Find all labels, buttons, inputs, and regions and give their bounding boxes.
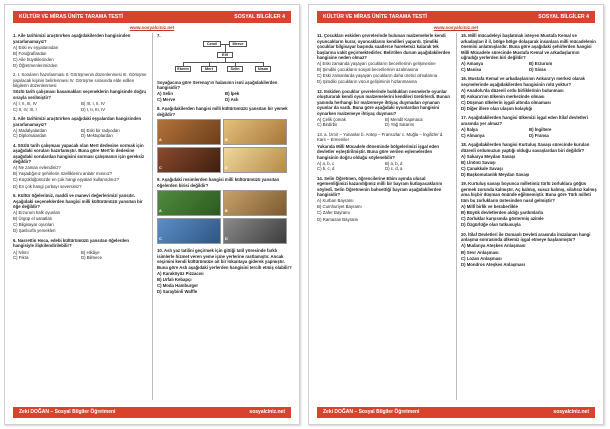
food-photo: D: [223, 147, 287, 173]
question-20: 20. İtilaf Devletleri ile Osmanlı Devleti arasında imzalanan hangi anlaşma sonrasında ülkemiz işgal etmeye başlanmıştır? A) Mudanya Ateşkes Anlaşması B) Sevr Anlaşması C) Lozan Anlaşması D) Mondros Ateşkes Anlaşması: [461, 231, 591, 267]
footer-site[interactable]: sosyalciniz.net: [553, 409, 589, 415]
subject-label: SOSYAL BİLGİLER 4: [234, 14, 285, 20]
culture-photo: D: [223, 218, 287, 244]
tree-node: Mert: [201, 66, 217, 72]
header-url[interactable]: www.sosyalciniz.net: [433, 25, 479, 30]
question-4: 4. Sözlü tarih çalışması yapacak olan Mert dedesine sormak için aşağıdaki soruları hazırlamıştır. Buna göre Mert'in dedesine aşağıdaki sorulardan hangisini sorması çalışmanın için gereksiz değildir? A) Ne zaman evlendiniz? B) Yaşadığınız şehirlerin özelliklerini anlatır mısınız? C) Küçüklüğünüzde en çok hangi eşyaları kullanırdınız? D) En çok hangi çorbayı seversiniz?: [13, 142, 145, 189]
question-12: 12. Eskiden çocuklar çevrelerinde buldukları nesnelerle oyunlar oluşturarak kendi oyun malzemelerini kendileri üretirlerdi. Bunun yanında herhangi bir malzemeye ihtiyaç duymadan oynanan oyunlar da vardı. Buna göre aşağıdaki oyunlardan hangisini oynarken malzemeye ihtiyaç duyması? A) Çelik çomak B) Mendil Kapmaca C) Birdirbir D) Yağ Satarım: [317, 88, 450, 128]
footer-site[interactable]: sosyalciniz.net: [249, 409, 285, 415]
column-b: [461, 33, 597, 402]
question-18: 18. Aşağıdakilerden hangisi Kurtuluş Savaşı sürecinde kurulan düzenli ordumuzun yaptığı olduğu savaşlardan biri değildir? A) Sakarya Meydan Savaşı B) I.İnönü Savaşı C) Çanakkale Savaşı D) Başkomutanlık Meydan Savaşı: [461, 142, 590, 177]
food-photo: B: [223, 119, 287, 145]
column-b: [157, 33, 293, 402]
column-divider: [152, 33, 153, 400]
tree-node: Ekrem: [175, 66, 191, 72]
page-left: [4, 4, 300, 425]
question-7: 7. Cemil Merve Elif Ekrem Mert Selin Nisan Soyağacına göre Serenay'ın halasının ismi aşağıdakilerden hangisidir? A) Selin B) İpek C) Merve D) Aslı: [157, 33, 293, 102]
question-15: 15. Millî mücadeleyi başlatmak isteyen Mustafa Kemal ve arkadaşları il il, bölge bölge dolaşarak insanlara milli mücadelenin önemini anlatmışlardır. Buna göre aşağıdaki şehirlerden hangisi Milli Mücadele sürecinde Mustafa Kemal ve arkadaşlarının uğradığı yerlerden biri değildir? A) Amasya B) Erzurum C) Manisa D) Sivas: [461, 33, 596, 72]
culture-photo: B: [223, 190, 287, 216]
tree-node: Merve: [229, 41, 247, 47]
culture-photo: C: [157, 218, 221, 244]
page-footer: [317, 407, 595, 418]
question-13: 13. a. İzmir – Yunanlar b. Antep – Fransızlar c. Muğla – İngilizler d. Kars – Ermeniler Yukarıda Milli Mücadele döneminde bölgelerimizi işgal eden devletler eşleştirilmiştir. Buna göre verilen eşlemelerden hangisinin doğru olduğu söylenebilir? A) a, b, c B) a, b, d C) b, c, d D) c, d, a: [317, 131, 444, 172]
tree-node: Elif: [217, 52, 233, 58]
column-divider: [456, 33, 457, 400]
footer-author: Zeki DOĞAN – Sosyal Bilgiler Öğretmeni: [19, 409, 116, 415]
question-6: 6. Nasrettin Hoca, edebi kültürümüzü yansıtan öğelerden hangisiyle ilişkilendirilebilir? A) Nİnni B) Hikâye C) Fıkra D) Bilmece: [13, 237, 130, 260]
question-11: 11. Çocukları eskiden çevrelerinde bulunan malzemelerle kendi oyuncakların kurar, oyuncaklarını kendileri yapardı. Şimdiki çocuklar bilgisayar başında saatlerce hareketsiz kalarak tek başlarına vakit geçirmektedirler. Belirtilen durum aşağıdakilerden hangisine neden olmaz? A) Eski zamanda yaşayan çocukların becerilerinin gelişmesine B) Şimdiki çocukların sosyal becerilerinin azalmasına C) Eski zamanlarda yaşayan çocukların daha üretici olmalarına D) Şimdiki çocukların vücut gelişiminin hızlanmasına: [317, 33, 451, 85]
question-19: 19. Kurtuluş savaşı boyunca milletimiz türlü zorluklara göğüs germek zorunda kalmıştır. Aç kalmış, susuz kalmış, silahsız kalmış ama hiçbir düşman önünde eğilmemiştir. Buna göre Türk milleti tüm bu zorlukların üstesinden nasıl gelmiştir? A) Millî birlik ve beraberlikle B) Büyük devletlerden aldığı yardımlarla C) Zorluklar karşısında göstermiş azimle D) Özgürlüğe olan tutkusuyla: [461, 181, 597, 228]
culture-photo: A: [157, 190, 221, 216]
question-17: 17. Aşağıdakilerden hangisi ülkemizi işgal eden İtilaf devletleri arasında yer almaz? A) İtalya B) İngiltere C) Almanya D) Fransa: [461, 115, 588, 138]
question-8: 8. Aşağıdakilerden hangisi milli kültürümüzü yansıtan bir yemek değildir? A B C D: [157, 106, 293, 173]
column-a: [317, 33, 453, 402]
page-header: [13, 11, 291, 23]
page-footer: [13, 407, 291, 418]
header-url[interactable]: www.sosyalciniz.net: [129, 25, 175, 30]
food-photo: A: [157, 119, 221, 145]
question-2: 2. I. Soruların hazırlanması II. Görüşmenin düzenlenmesi III. Görüşme yapılacak kişinin belirlenmesi IV. Görüşme sırasında elde edilen bilgilerin düzenlenmesi Sözlü tarih çalışması basamakları seçeneklerin hangisinde doğru sırayla verilmiştir? A) I, II, III, IV B) III, I, II, IV C) II, IV, III, I D) I, II, III, IV: [13, 72, 147, 112]
subject-label: SOSYAL BİLGİLER 4: [538, 14, 589, 20]
question-14: 14. Selin Öğretmen, öğrencilerine Ebim ayında ulusal egemenliğimizi kazandığımız milli bir bayram kutlayacaklarını söyledi. Selin Öğretmenin bahsettiği bayram aşağıdakilerden hangisidir? A) Kurban Bayramı B) Cumhuriyet Bayramı C) Zafer Bayramı D) Ramazan Bayramı: [317, 175, 443, 222]
question-1: 1. Aile tarihimizi araştırırken aşağıdakilerden hangisinden yararlanamayız? A) Eski ev eşyalarından B) Fotoğraflardan C) Aile büyüklerinden D) Öğretmenlerimizden: [13, 33, 131, 68]
family-tree-diagram: [157, 41, 293, 77]
tree-node: Nisan: [255, 66, 271, 72]
question-10: 10. Aslı yaz tatilini geçirmek için gittiği tatil yöresinde farklı isimlerle hizmet veren yeme içme yerlerine rastlamıştır. Ancak seçimini kendi kültürümüze ait bir lokantaya giderek yapmıştır. Buna göre Aslı aşağıdaki yerlerden hangisini tercih etmiş olabilir? A) Karaköyüz Pizzacısı B) Urfalı Kebapçı C) Moda Hamburger D) Saraybinli Waffle: [157, 248, 292, 294]
question-5: 5. Kültür öğelerimiz, maddi ve manevi değerlerimizi yansıtır. Aşağıdaki seçeneklerden hangisi milli kültürümüzü yansıtan bir öğe değildir? A) Erzurum halk oyunları B) Ürgüp el sanatları C) Bilgisayar oyunları D) Şanlıurfa yemekleri: [13, 193, 143, 234]
page-header: [317, 11, 595, 23]
test-title: KÜLTÜR VE MİRAS ÜNİTE TARAMA TESTİ: [323, 14, 427, 20]
test-title: KÜLTÜR VE MİRAS ÜNİTE TARAMA TESTİ: [19, 14, 123, 20]
tree-node: Cemil: [203, 41, 221, 47]
page-right: [308, 4, 604, 425]
column-a: [13, 33, 149, 402]
question-16: 16. Mustafa Kemal ve arkadaşlarının Ankara'yı merkez olarak seçmelerinde aşağıdakilerden hangisinin rolü yoktur? A) Anadolu'da düzenli ordu birliklerinin bulunması B) Ankara'nın ülkenin merkezinde olması C) Düşman ülkelerin işgali altında olmaması D) Diğer illere olan ulaşım kolaylığı: [461, 76, 585, 111]
question-9: 9. Aşağıdaki resimlerden hangisi milli kültürümüzü yansıtan öğelerden birisi değildir? A B C D: [157, 177, 293, 244]
food-photo: C: [157, 147, 221, 173]
footer-author: Zeki DOĞAN – Sosyal Bilgiler Öğretmeni: [323, 409, 420, 415]
question-3: 3. Aile tarihimizi araştırırken aşağıdaki eşyalardan hangisinden yararlanamayız? A) Madalyalardan B) Eski bir radyodan C) Diplomalardan D) Mektuplardan: [13, 116, 142, 139]
tree-node: Selin: [227, 66, 243, 72]
